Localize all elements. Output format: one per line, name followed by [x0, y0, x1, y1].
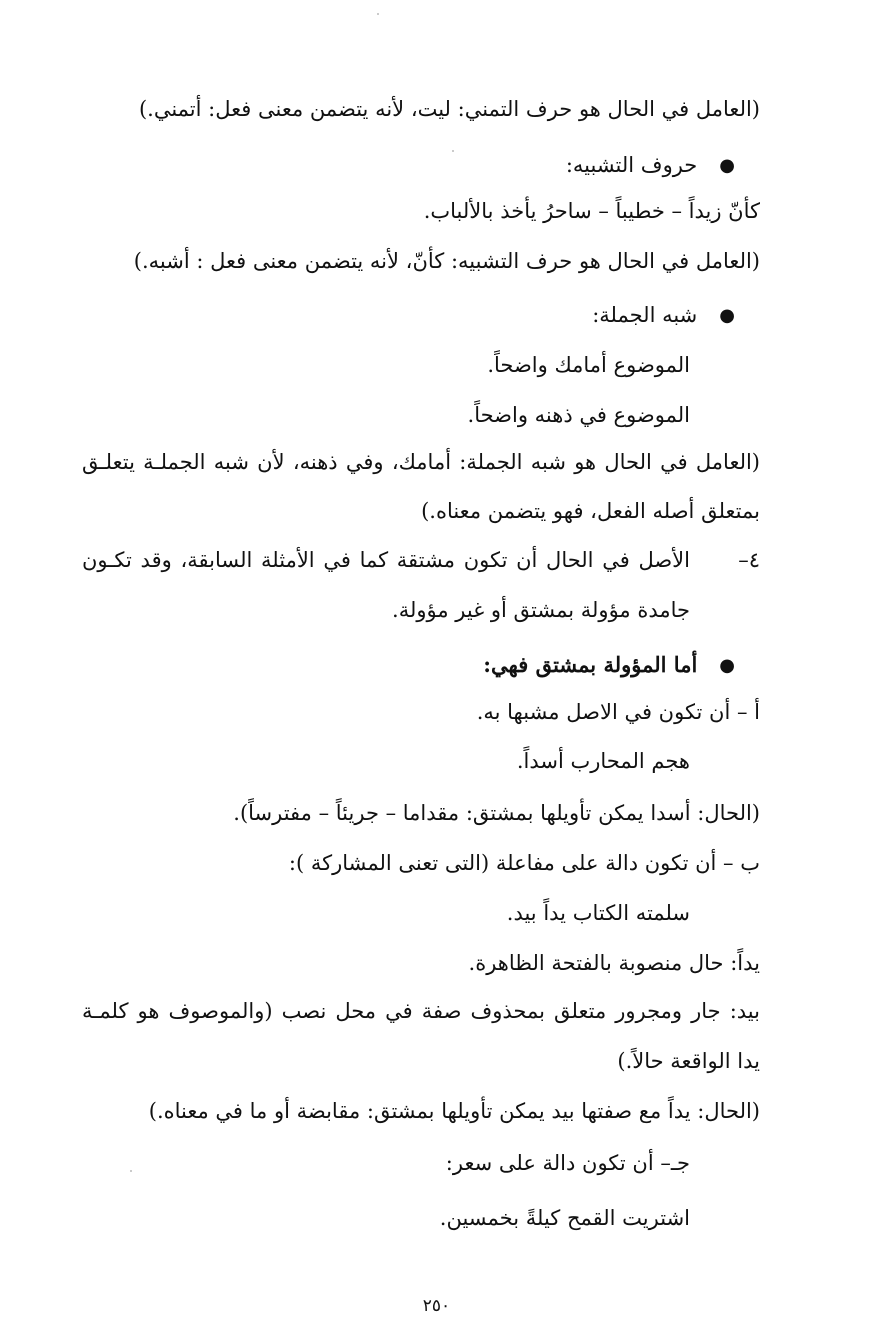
bullet-heading — [483, 650, 735, 681]
text-line — [233, 798, 760, 828]
bullet-icon: ● — [719, 305, 735, 326]
line-text: جـ– أن تكون دالة على سعر: — [445, 1151, 690, 1175]
text-line — [424, 196, 760, 226]
heading-text: شبه الجملة: — [592, 303, 698, 327]
line-text: (الحال: أسدا يمكن تأويلها بمشتق: مقداما – جريئاً – مفترساً). — [233, 801, 760, 825]
text-line — [149, 1096, 760, 1126]
example-line — [440, 1203, 690, 1233]
text-line — [82, 447, 760, 477]
numbered-item-text — [82, 545, 690, 575]
text-line — [469, 948, 760, 978]
line-text: هجم المحارب أسداً. — [516, 749, 690, 773]
line-text: الموضوع في ذهنه واضحاً. — [467, 403, 690, 427]
scan-speck — [377, 13, 379, 15]
example-line — [468, 400, 690, 430]
line-text: الموضوع أمامك واضحاً. — [487, 353, 690, 377]
example-line — [517, 746, 690, 776]
example-line — [507, 898, 690, 928]
line-text: الأصل في الحال أن تكون مشتقة كما في الأمثلة السابقة، وقد تكـون — [82, 548, 690, 572]
text-line — [82, 996, 760, 1026]
page-number: ٢٥٠ — [422, 1296, 451, 1316]
heading-text: حروف التشبيه: — [565, 153, 698, 177]
text-line — [289, 848, 760, 878]
line-text: يداً: حال منصوبة بالفتحة الظاهرة. — [468, 951, 760, 975]
line-text: اشتريت القمح كيلةً بخمسين. — [439, 1206, 690, 1230]
item-number: ٤– — [738, 548, 760, 572]
line-text: (الحال: يداً مع صفتها بيد يمكن تأويلها بمشتق: مقابضة أو ما في معناه.) — [148, 1099, 760, 1123]
text-line — [134, 246, 760, 276]
line-text: (العامل في الحال هو شبه الجملة: أمامك، وفي ذهنه، لأن شبه الجملـة يتعلـق — [82, 450, 760, 474]
scan-speck — [130, 1170, 132, 1172]
line-text: (العامل في الحال هو حرف التمني: ليت، لأنه يتضمن معنى فعل: أتمني.) — [138, 97, 760, 121]
line-text: بيد: جار ومجرور متعلق بمحذوف صفة في محل نصب (والموصوف هو كلمـة — [82, 999, 760, 1023]
bullet-heading — [592, 300, 735, 331]
line-text: (العامل في الحال هو حرف التشبيه: كأنّ، لأنه يتضمن معنى فعل : أشبه.) — [133, 249, 760, 273]
line-text: يدا الواقعة حالاً.) — [617, 1049, 760, 1073]
heading-text: أما المؤولة بمشتق فهي: — [483, 652, 698, 677]
text-line — [392, 595, 690, 625]
line-text: كأنّ زيداً – خطيباً – ساحرُ يأخذ بالألباب. — [423, 199, 760, 223]
line-text: أ – أن تكون في الاصل مشبها به. — [476, 700, 760, 724]
line-text: ب – أن تكون دالة على مفاعلة (التى تعنى المشاركة ): — [288, 851, 760, 875]
numbered-item-number — [738, 545, 760, 575]
scan-speck — [452, 150, 454, 152]
text-line — [446, 1148, 690, 1178]
text-line — [421, 496, 760, 526]
line-text: سلمته الكتاب يداً بيد. — [506, 901, 690, 925]
line-text: جامدة مؤولة بمشتق أو غير مؤولة. — [392, 598, 690, 622]
line-text: بمتعلق أصله الفعل، فهو يتضمن معناه.) — [421, 499, 760, 523]
bullet-icon: ● — [719, 655, 735, 676]
bullet-icon: ● — [719, 155, 735, 176]
text-line — [477, 697, 760, 727]
example-line — [487, 350, 690, 380]
text-line — [617, 1046, 760, 1076]
text-line — [139, 94, 760, 124]
bullet-heading — [566, 150, 735, 181]
